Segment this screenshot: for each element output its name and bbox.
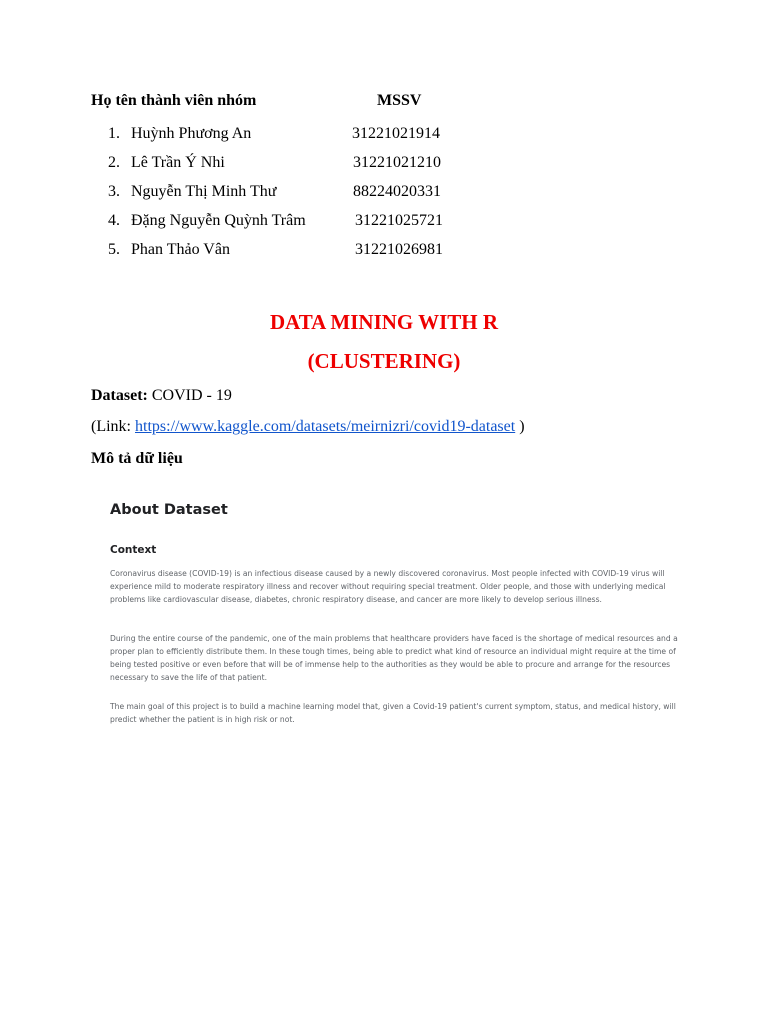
member-name: Phan Thảo Vân xyxy=(131,241,230,258)
about-dataset-screenshot xyxy=(91,490,691,740)
about-dataset-title: About Dataset xyxy=(110,502,228,518)
link-suffix: ) xyxy=(515,418,525,435)
dataset-label: Dataset: xyxy=(91,387,148,404)
document-title: DATA MINING WITH R xyxy=(269,310,499,334)
context-paragraph: Coronavirus disease (COVID-19) is an infectious disease caused by a newly discovered coronavirus. Most people infected with COVID-19 virus will experience mild to moderate respiratory illness and recover without requiring special treatment. Older people, and those with underlying medical problems like cardiovascular disease, diabetes, chronic respiratory disease, and cancer are more likely to develop serious illness. xyxy=(110,569,666,604)
member-row xyxy=(91,210,551,239)
member-student-id: 31221021914 xyxy=(352,125,440,142)
context-paragraph: During the entire course of the pandemic, one of the main problems that healthcare providers have faced is the shortage of medical resources and a proper plan to efficiently distribute them. In these tough times, being able to predict what kind of resource an individual might require at the time of being tested positive or even before that will be of immense help to the authorities as they would be able to procure and arrange for the resources necessary to save the life of that patient. xyxy=(110,634,678,682)
document-subtitle: (CLUSTERING) xyxy=(307,349,461,373)
member-number: 3. xyxy=(108,183,120,200)
dataset-link[interactable]: https://www.kaggle.com/datasets/meirnizri/covid19-dataset xyxy=(135,418,516,435)
member-name: Nguyễn Thị Minh Thư xyxy=(131,183,277,200)
dataset-value: COVID - 19 xyxy=(151,387,232,404)
member-name: Huỳnh Phương An xyxy=(131,125,252,142)
member-list xyxy=(91,123,551,268)
description-heading: Mô tả dữ liệu xyxy=(91,450,183,467)
member-number: 1. xyxy=(108,125,120,142)
member-student-id: 31221026981 xyxy=(355,241,443,258)
member-number: 5. xyxy=(108,241,120,258)
member-student-id: 31221021210 xyxy=(353,154,441,171)
member-student-id: 88224020331 xyxy=(353,183,441,200)
members-table-header xyxy=(91,92,551,114)
dataset-line xyxy=(91,387,232,405)
link-line xyxy=(91,418,525,436)
student-id-column-header: MSSV xyxy=(377,92,422,109)
member-number: 4. xyxy=(108,212,120,229)
context-paragraph: The main goal of this project is to build a machine learning model that, given a Covid-19 patient's current symptom, status, and medical history, will predict whether the patient is in high risk or not. xyxy=(110,702,676,724)
link-prefix: (Link: xyxy=(91,418,135,435)
member-name: Lê Trần Ý Nhi xyxy=(131,154,225,171)
member-row xyxy=(91,152,551,181)
member-number: 2. xyxy=(108,154,120,171)
member-row xyxy=(91,239,551,268)
context-heading: Context xyxy=(110,544,157,556)
member-name: Đặng Nguyễn Quỳnh Trâm xyxy=(131,212,306,229)
member-student-id: 31221025721 xyxy=(355,212,443,229)
member-row xyxy=(91,123,551,152)
member-name-column-header: Họ tên thành viên nhóm xyxy=(91,92,257,109)
member-row xyxy=(91,181,551,210)
